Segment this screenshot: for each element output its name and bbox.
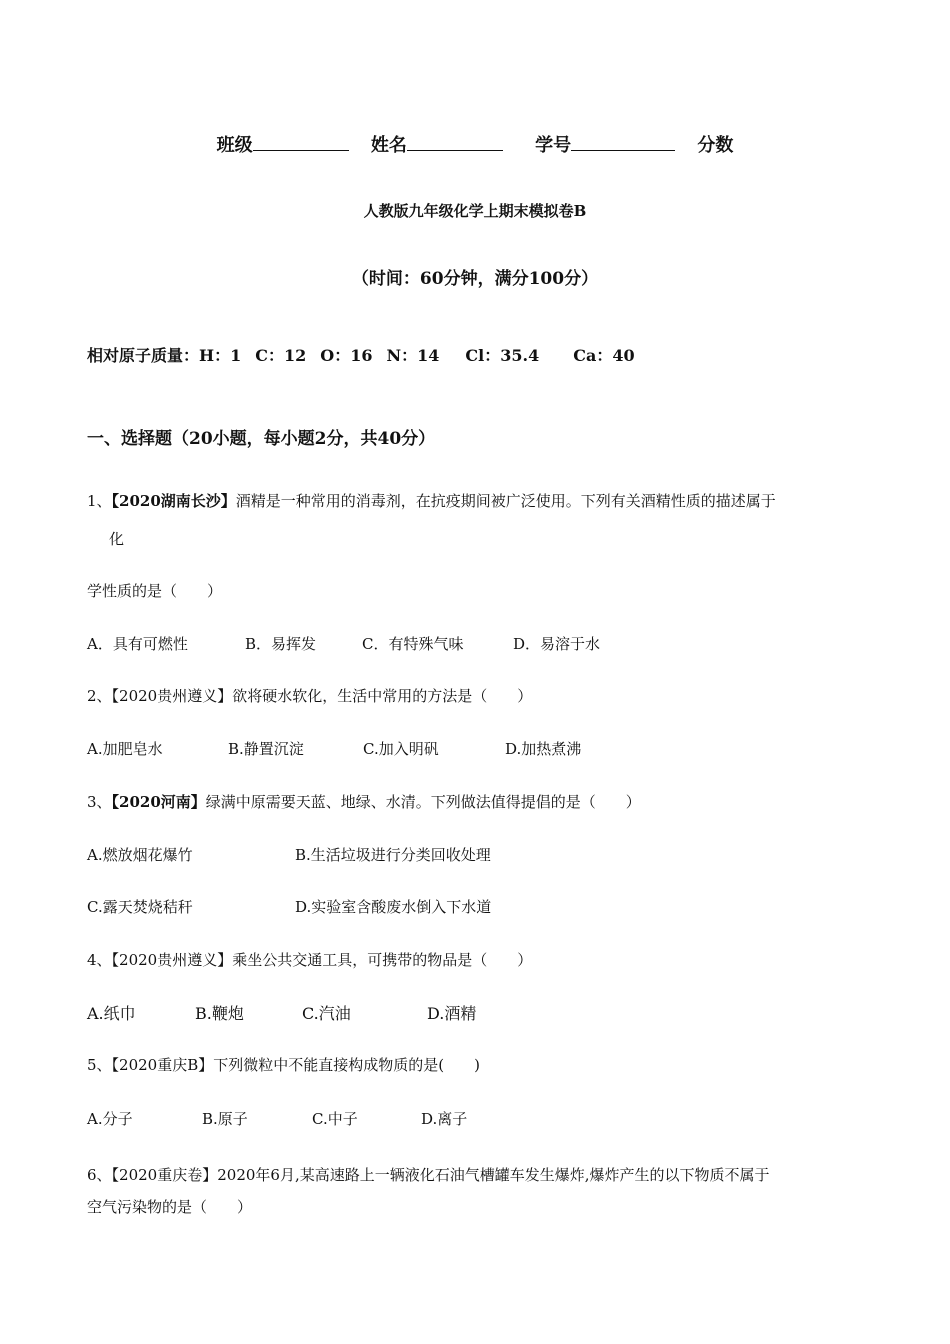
question-text: 乘坐公共交通工具，可携带的物品是（ ）: [232, 951, 533, 969]
question-source: 【2020湖南长沙】: [111, 492, 236, 510]
question-source: 【2020重庆卷】: [111, 1166, 218, 1184]
atomic-mass-label: 相对原子质量：: [87, 346, 200, 365]
question-text: 2020年6月,某高速路上一辆液化石油气槽罐车发生爆炸,爆炸产生的以下物质不属于: [217, 1166, 770, 1184]
question-3: [87, 791, 641, 812]
question-4: [87, 949, 532, 970]
atomic-mass-item: O：16: [320, 346, 373, 365]
student-info-header: [0, 131, 950, 157]
option-c: C.汽油: [302, 1004, 351, 1023]
question-source: 【2020贵州遵义】: [111, 951, 233, 969]
question-text: 欲将硬水软化，生活中常用的方法是（ ）: [232, 687, 533, 705]
exam-title: 人教版九年级化学上期末模拟卷B: [363, 202, 587, 220]
question-source: 【2020贵州遵义】: [111, 687, 233, 705]
atomic-mass-item: Cl：35.4: [465, 346, 540, 365]
question-number: 1、: [87, 492, 112, 510]
option-b: B.生活垃圾进行分类回收处理: [295, 846, 491, 864]
option-b: B.原子: [202, 1110, 248, 1128]
option-a: A.纸巾: [87, 1004, 136, 1023]
option-a: A.加肥皂水: [87, 740, 163, 758]
score-field: 分数: [697, 135, 734, 156]
question-6: [87, 1164, 770, 1185]
option-b: B．易挥发: [245, 635, 317, 653]
question-text: 下列微粒中不能直接构成物质的是( ): [213, 1056, 480, 1074]
atomic-mass-item: C：12: [255, 346, 307, 365]
option-c: C.露天焚烧秸秆: [87, 898, 193, 916]
option-d: D.离子: [421, 1110, 468, 1128]
option-d: D.实验室含酸废水倒入下水道: [295, 898, 492, 916]
name-field: 姓名: [371, 131, 503, 157]
question-number: 5、: [87, 1056, 112, 1074]
option-d: D.酒精: [427, 1004, 477, 1023]
atomic-mass-line: [87, 343, 635, 366]
question-source: 【2020河南】: [111, 793, 206, 811]
question-text-continued: 空气污染物的是（ ）: [87, 1198, 253, 1216]
option-b: B.静置沉淀: [228, 740, 304, 758]
class-field: 班级: [217, 131, 349, 157]
option-b: B.鞭炮: [195, 1004, 244, 1023]
option-c: C.加入明矾: [363, 740, 439, 758]
atomic-mass-item: Ca：40: [573, 346, 635, 365]
option-d: D.加热煮沸: [505, 740, 582, 758]
question-text-continued: 化: [109, 530, 125, 548]
question-number: 4、: [87, 951, 112, 969]
atomic-mass-item: N：14: [386, 346, 440, 365]
section-title: 一、选择题（20小题，每小题2分，共40分）: [87, 429, 436, 449]
question-text-continued: 学性质的是（ ）: [87, 582, 223, 600]
option-c: C．有特殊气味: [362, 635, 464, 653]
question-5: [87, 1054, 480, 1075]
option-a: A．具有可燃性: [87, 635, 188, 653]
option-a: A.分子: [87, 1110, 133, 1128]
option-d: D．易溶于水: [513, 635, 601, 653]
question-2: [87, 685, 532, 706]
option-c: C.中子: [312, 1110, 358, 1128]
time-note: （时间：60分钟，满分100分）: [351, 269, 599, 289]
question-text: 绿满中原需要天蓝、地绿、水清。下列做法值得提倡的是（ ）: [205, 793, 641, 811]
question-1: [87, 490, 776, 511]
question-text: 酒精是一种常用的消毒剂，在抗疫期间被广泛使用。下列有关酒精性质的描述属于: [235, 492, 776, 510]
option-a: A.燃放烟花爆竹: [87, 846, 193, 864]
question-source: 【2020重庆B】: [111, 1056, 214, 1074]
question-number: 2、: [87, 687, 112, 705]
question-number: 6、: [87, 1166, 112, 1184]
question-number: 3、: [87, 793, 112, 811]
atomic-mass-item: H：1: [199, 346, 242, 365]
student-id-field: 学号: [535, 131, 675, 157]
